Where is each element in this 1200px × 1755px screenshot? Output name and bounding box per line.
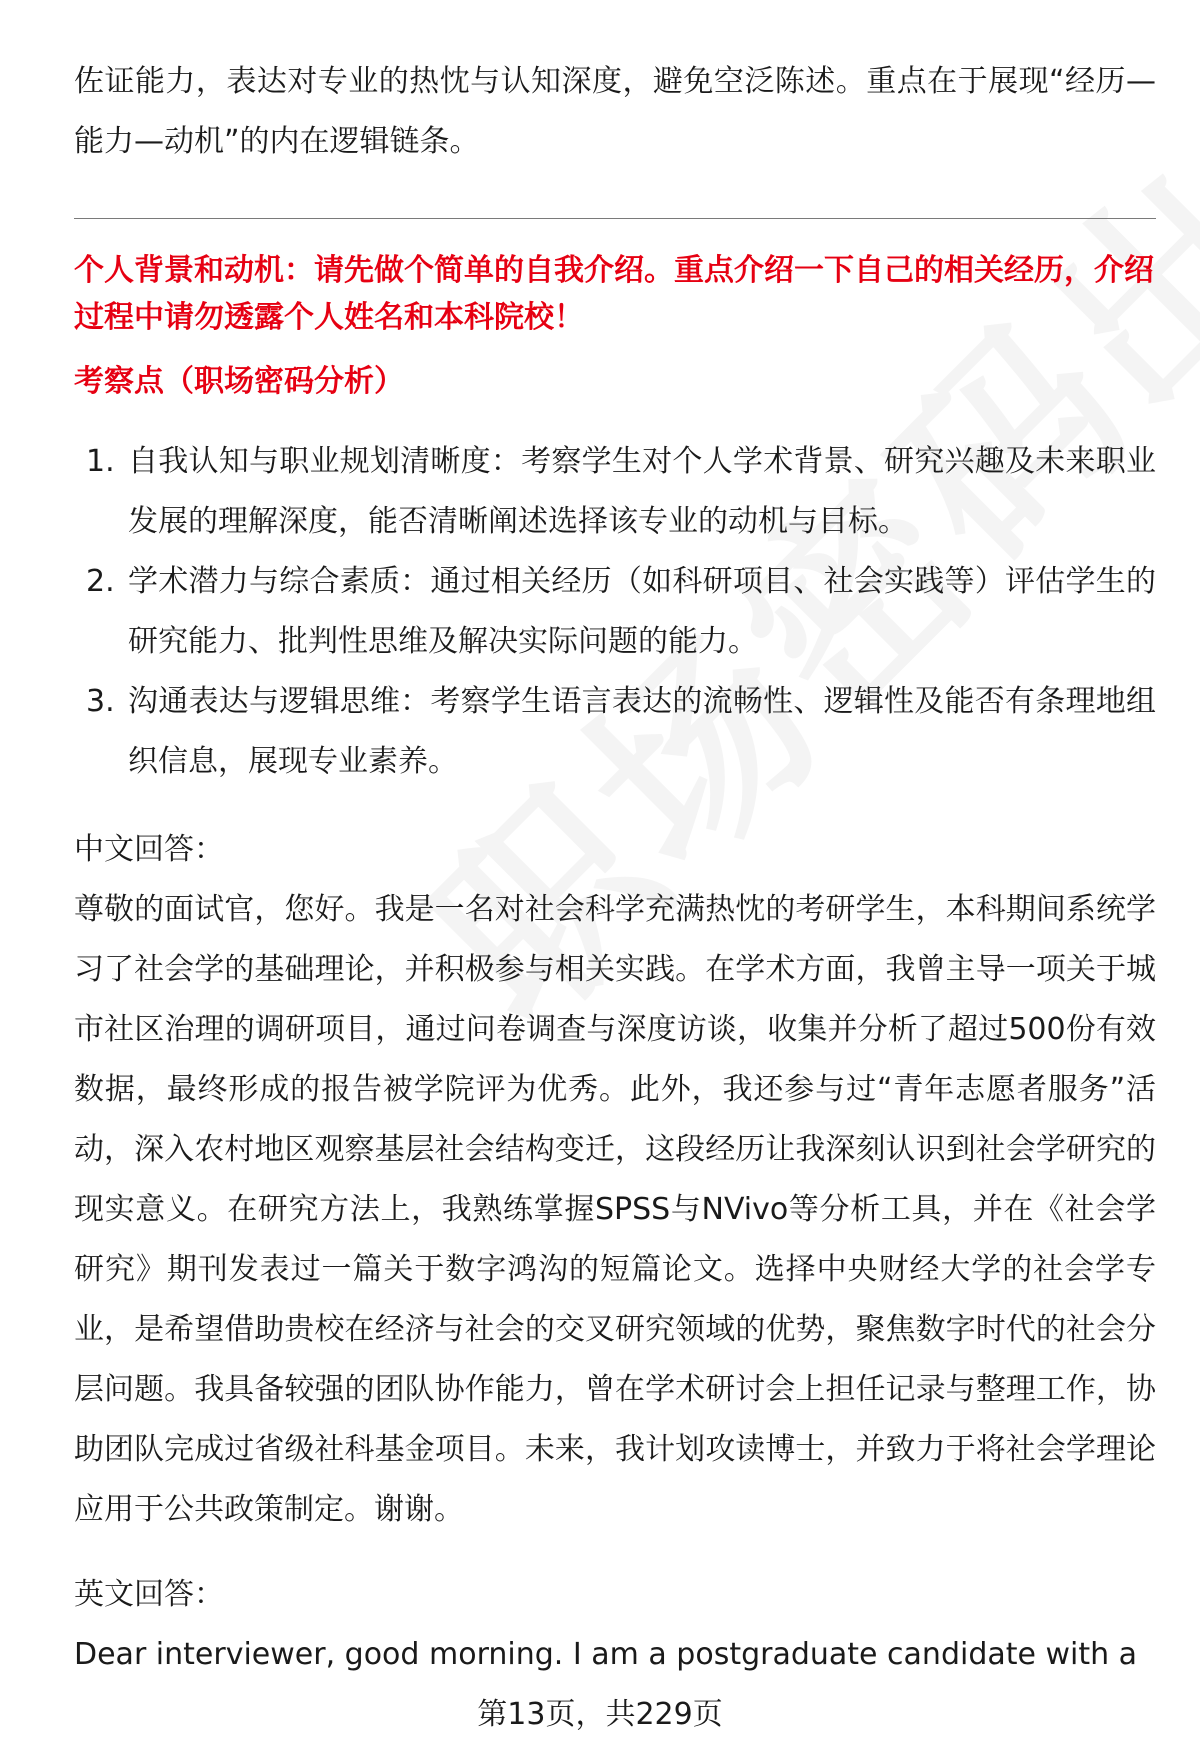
list-item-number: 1. <box>86 444 115 479</box>
chinese-answer-label: 中文回答： <box>74 832 224 867</box>
list-item <box>74 552 1156 672</box>
focus-title: 考察点（职场密码分析） <box>74 364 404 399</box>
list-item <box>74 672 1156 792</box>
english-answer-label: 英文回答： <box>74 1577 224 1612</box>
list-item-number: 2. <box>86 564 115 599</box>
intro-paragraph: 佐证能力，表达对专业的热忱与认知深度，避免空泛陈述。重点在于展现“经历—能力—动机”的内在逻辑链条。 <box>74 64 1156 159</box>
interview-question: 个人背景和动机：请先做个简单的自我介绍。重点介绍一下自己的相关经历，介绍过程中请勿透露个人姓名和本科院校！ <box>74 253 1154 335</box>
list-item-text: 学术潜力与综合素质：通过相关经历（如科研项目、社会实践等）评估学生的研究能力、批判性思维及解决实际问题的能力。 <box>128 564 1156 659</box>
english-answer-text: Dear interviewer, good morning. I am a postgraduate candidate with a <box>74 1637 1138 1672</box>
page-number: 第13页，共229页 <box>477 1697 723 1732</box>
list-item-number: 3. <box>86 684 115 719</box>
list-item-text: 沟通表达与逻辑思维：考察学生语言表达的流畅性、逻辑性及能否有条理地组织信息，展现专业素养。 <box>128 684 1156 779</box>
focus-list <box>74 432 1156 792</box>
list-item-text: 自我认知与职业规划清晰度：考察学生对个人学术背景、研究兴趣及未来职业发展的理解深度，能否清晰阐述选择该专业的动机与目标。 <box>128 444 1156 539</box>
chinese-answer-text: 尊敬的面试官，您好。我是一名对社会科学充满热忱的考研学生，本科期间系统学习了社会学的基础理论，并积极参与相关实践。在学术方面，我曾主导一项关于城市社区治理的调研项目，通过问卷调查与深度访谈，收集并分析了超过500份有效数据，最终形成的报告被学院评为优秀。此外，我还参与过“青年志愿者服务”活动，深入农村地区观察基层社会结构变迁，这段经历让我深刻认识到社会学研究的现实意义。在研究方法上，我熟练掌握SPSS与NVivo等分析工具，并在《社会学研究》期刊发表过一篇关于数字鸿沟的短篇论文。选择中央财经大学的社会学专业，是希望借助贵校在经济与社会的交叉研究领域的优势，聚焦数字时代的社会分层问题。我具备较强的团队协作能力，曾在学术研讨会上担任记录与整理工作，协助团队完成过省级社科基金项目。未来，我计划攻读博士，并致力于将社会学理论应用于公共政策制定。谢谢。 <box>74 892 1156 1527</box>
list-item <box>74 432 1156 552</box>
section-divider <box>74 218 1156 219</box>
